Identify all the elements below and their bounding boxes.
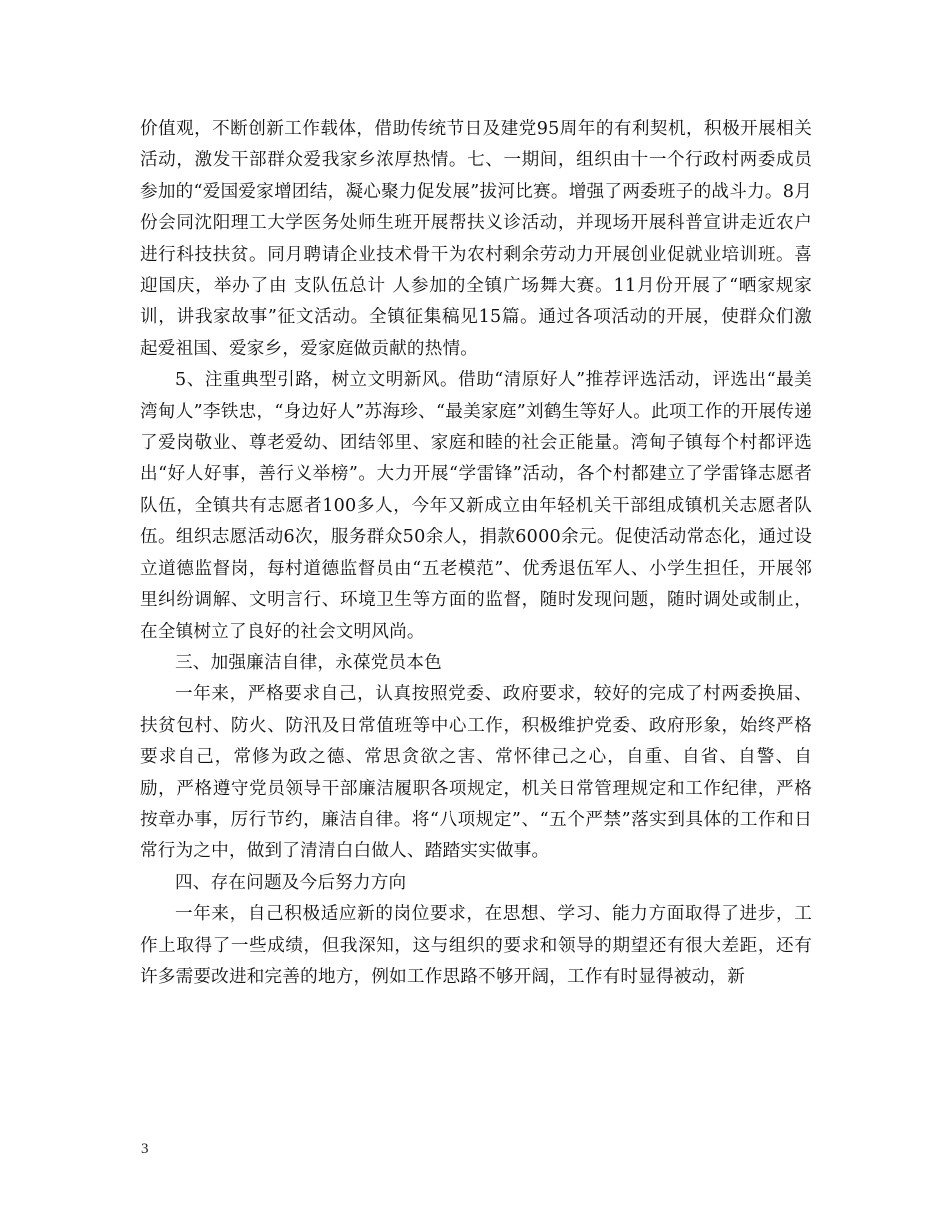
paragraph-6: 一年来，自己积极适应新的岗位要求，在思想、学习、能力方面取得了进步，工作上取得了一些成绩，但我深知，这与组织的要求和领导的期望还有很大差距，还有许多需要改进和完善的地方，例如工作思路不够开阔，工作有时显得被动，新 <box>140 904 812 987</box>
paragraph-2: 5、注重典型引路，树立文明新风。借助“清原好人”推荐评选活动，评选出“最美湾甸人”李铁忠，“身边好人”苏海珍、“最美家庭”刘鹤生等好人。此项工作的开展传递了爱岗敬业、尊老爱幼、团结邻里、家庭和睦的社会正能量。湾甸子镇每个村都评选出“好人好事，善行义举榜”。大力开展“学雷锋”活动，各个村都建立了学雷锋志愿者队伍，全镇共有志愿者100多人，今年又新成立由年轻机关干部组成镇机关志愿者队伍。组织志愿活动6次，服务群众50余人，捐款6000余元。促使活动常态化，通过设立道德监督岗，每村道德监督员由“五老模范”、优秀退伍军人、小学生担任，开展邻里纠纷调解、文明言行、环境卫生等方面的监督，随时发现问题，随时调处或制止，在全镇树立了良好的社会文明风尚。 <box>140 370 812 642</box>
page-number: 3 <box>141 1141 149 1157</box>
section-heading-3: 三、加强廉洁自律，永葆党员本色 <box>175 652 442 673</box>
paragraph-1: 价值观，不断创新工作载体，借助传统节日及建党95周年的有利契机，积极开展相关活动，激发干部群众爱我家乡浓厚热情。七、一期间，组织由十一个行政村两委成员参加的“爱国爱家增团结，凝心聚力促发展”拔河比赛。增强了两委班子的战斗力。8月份会同沈阳理工大学医务处师生班开展帮扶义诊活动，并现场开展科普宣讲走近农户进行科技扶贫。同月聘请企业技术骨干为农村剩余劳动力开展创业促就业培训班。喜迎国庆，举办了由 支队伍总计 人参加的全镇广场舞大赛。11月份开展了“晒家规家训，讲我家故事”征文活动。全镇征集稿见15篇。通过各项活动的开展，使群众们激起爱祖国、爱家乡，爱家庭做贡献的热情。 <box>140 119 812 359</box>
paragraph-4: 一年来，严格要求自己，认真按照党委、政府要求，较好的完成了村两委换届、扶贫包村、防火、防汛及日常值班等中心工作，积极维护党委、政府形象，始终严格要求自己，常修为政之德、常思贪欲之害、常怀律己之心，自重、自省、自警、自励，严格遵守党员领导干部廉洁履职各项规定，机关日常管理规定和工作纪律，严格按章办事，厉行节约，廉洁自律。将“八项规定”、“五个严禁”落实到具体的工作和日常行为之中，做到了清清白白做人、踏踏实实做事。 <box>140 684 812 862</box>
document-body <box>140 114 812 993</box>
section-heading-4: 四、存在问题及今后努力方向 <box>175 872 407 893</box>
